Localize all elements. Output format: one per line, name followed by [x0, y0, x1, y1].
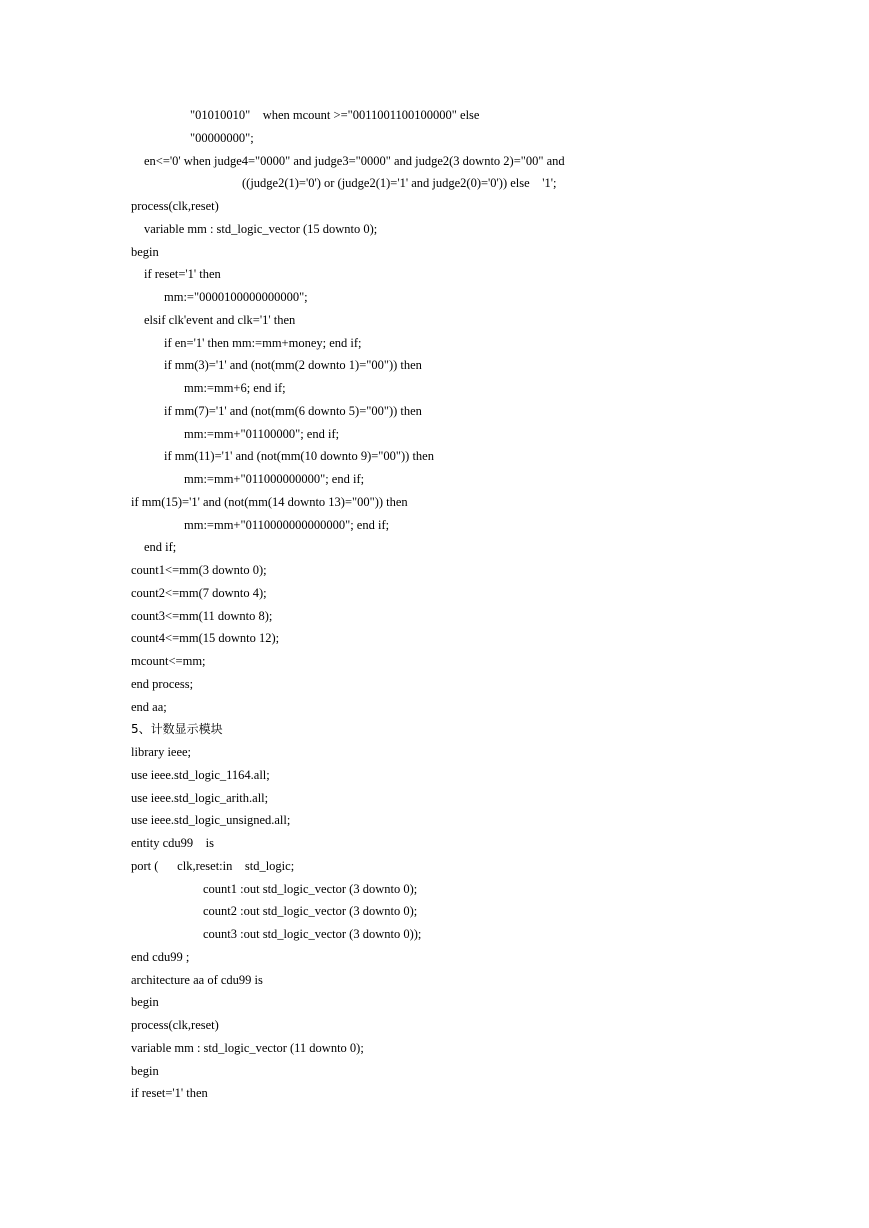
code-line: end aa;	[131, 699, 167, 714]
code-line: if mm(15)='1' and (not(mm(14 downto 13)="00")) then	[131, 494, 408, 509]
code-line: mm:=mm+"011000000000"; end if;	[184, 472, 365, 486]
code-line: count1 :out std_logic_vector (3 downto 0);	[203, 881, 418, 896]
vhdl-code-block	[131, 104, 831, 1105]
code-line: en<='0' when judge4="0000" and judge3="0000" and judge2(3 downto 2)="00" and	[144, 153, 565, 168]
code-line: begin	[131, 995, 159, 1010]
code-line: mm:=mm+"0110000000000000"; end if;	[184, 517, 390, 532]
code-line: architecture aa of cdu99 is	[131, 972, 263, 987]
code-line: use ieee.std_logic_unsigned.all;	[131, 813, 291, 828]
code-line: count3 :out std_logic_vector (3 downto 0));	[203, 927, 422, 941]
section-heading: 5、计数显示模块	[131, 722, 223, 737]
code-line: count2 :out std_logic_vector (3 downto 0);	[203, 904, 418, 919]
code-line: mm:=mm+6; end if;	[184, 381, 286, 395]
code-line: port ( clk,reset:in std_logic;	[131, 858, 295, 873]
code-line: mcount<=mm;	[131, 654, 206, 668]
code-line: variable mm : std_logic_vector (15 downto 0);	[144, 221, 378, 236]
code-line: use ieee.std_logic_1164.all;	[131, 767, 270, 782]
code-line: mm:="0000100000000000";	[164, 290, 308, 304]
code-line: count4<=mm(15 downto 12);	[131, 631, 280, 646]
code-line: if mm(3)='1' and (not(mm(2 downto 1)="00")) then	[164, 358, 422, 373]
code-line: ((judge2(1)='0') or (judge2(1)='1' and judge2(0)='0')) else '1';	[242, 176, 557, 191]
code-line: library ieee;	[131, 745, 192, 759]
code-line: elsif clk'event and clk='1' then	[144, 312, 296, 327]
code-line: count3<=mm(11 downto 8);	[131, 608, 273, 623]
code-line: if en='1' then mm:=mm+money; end if;	[164, 335, 362, 350]
code-line: end process;	[131, 676, 194, 691]
code-line: count2<=mm(7 downto 4);	[131, 585, 267, 600]
code-line: if reset='1' then	[131, 1086, 208, 1101]
code-line: end cdu99 ;	[131, 949, 190, 964]
code-line: if mm(7)='1' and (not(mm(6 downto 5)="00")) then	[164, 403, 422, 418]
code-line: begin	[131, 1063, 159, 1078]
code-line: "00000000";	[190, 130, 254, 145]
code-line: if mm(11)='1' and (not(mm(10 downto 9)="00")) then	[164, 449, 434, 464]
code-line: process(clk,reset)	[131, 1018, 219, 1032]
code-line: end if;	[144, 540, 177, 555]
code-line: count1<=mm(3 downto 0);	[131, 563, 267, 577]
code-line: variable mm : std_logic_vector (11 downto 0);	[131, 1040, 364, 1055]
code-line: process(clk,reset)	[131, 199, 219, 213]
code-line: "01010010" when mcount >="0011001100100000" else	[190, 108, 480, 122]
code-line: begin	[131, 244, 159, 259]
code-line: if reset='1' then	[144, 267, 221, 282]
code-line: mm:=mm+"01100000"; end if;	[184, 426, 340, 441]
code-line: entity cdu99 is	[131, 836, 214, 850]
code-line: use ieee.std_logic_arith.all;	[131, 790, 269, 805]
